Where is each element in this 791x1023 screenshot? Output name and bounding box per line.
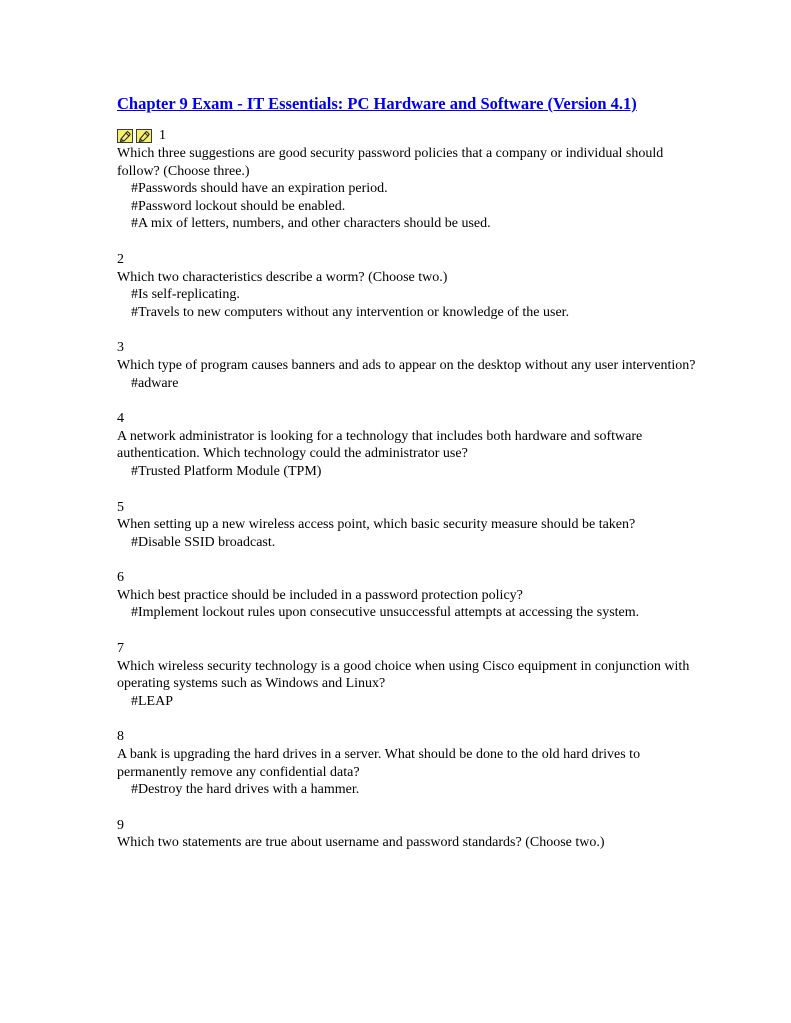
document-page <box>117 93 697 852</box>
answer: #Travels to new computers without any intervention or knowledge of the user. <box>131 304 570 320</box>
question-number: 5 <box>117 499 124 515</box>
question-item <box>117 499 697 552</box>
question-text: Which two characteristics describe a worm? (Choose two.) <box>117 269 448 285</box>
question-text: A network administrator is looking for a technology that includes both hardware and software authentication. Which technology could the administrator use? <box>117 428 643 462</box>
question-number: 6 <box>117 570 124 586</box>
question-number: 3 <box>117 340 124 356</box>
question-number: 8 <box>117 729 124 745</box>
question-text: Which type of program causes banners and ads to appear on the desktop without any user intervention? <box>117 357 696 373</box>
question-text: Which best practice should be included in a password protection policy? <box>117 587 523 603</box>
edit-icon[interactable] <box>117 129 133 143</box>
edit-icon[interactable] <box>136 129 152 143</box>
question-number: 9 <box>117 817 124 833</box>
question-text: Which two statements are true about username and password standards? (Choose two.) <box>117 835 605 851</box>
answer: #Is self-replicating. <box>131 287 240 303</box>
answer: #Disable SSID broadcast. <box>131 534 276 550</box>
question-number: 7 <box>117 641 124 657</box>
question-text: Which three suggestions are good security password policies that a company or individual should follow? (Choose three.) <box>117 146 664 179</box>
answer: #LEAP <box>131 693 173 709</box>
answer: #Passwords should have an expiration period. <box>131 181 388 197</box>
question-number: 4 <box>117 411 124 427</box>
answer: #Destroy the hard drives with a hammer. <box>131 782 360 798</box>
page-title[interactable]: Chapter 9 Exam - IT Essentials: PC Hardware and Software (Version 4.1) <box>117 94 637 113</box>
question-text: Which wireless security technology is a good choice when using Cisco equipment in conjunction with operating systems such as Windows and Linux? <box>117 658 690 692</box>
question-number: 2 <box>117 251 124 267</box>
question-item <box>117 640 697 710</box>
question-text: When setting up a new wireless access point, which basic security measure should be taken? <box>117 517 636 533</box>
question-toolbar <box>117 127 697 145</box>
answer: #Trusted Platform Module (TPM) <box>131 463 322 479</box>
question-number: 1 <box>159 128 166 143</box>
question-item <box>117 817 697 852</box>
question-item <box>117 145 697 233</box>
answer: #A mix of letters, numbers, and other characters should be used. <box>131 216 491 232</box>
answer: #Password lockout should be enabled. <box>131 198 346 214</box>
question-text: A bank is upgrading the hard drives in a server. What should be done to the old hard drives to permanently remove any confidential data? <box>117 747 641 780</box>
answer: #adware <box>131 375 179 391</box>
question-item <box>117 410 697 480</box>
question-item <box>117 339 697 392</box>
question-item <box>117 728 697 798</box>
question-item <box>117 569 697 622</box>
answer: #Implement lockout rules upon consecutive unsuccessful attempts at accessing the system. <box>131 605 640 621</box>
question-item <box>117 251 697 321</box>
